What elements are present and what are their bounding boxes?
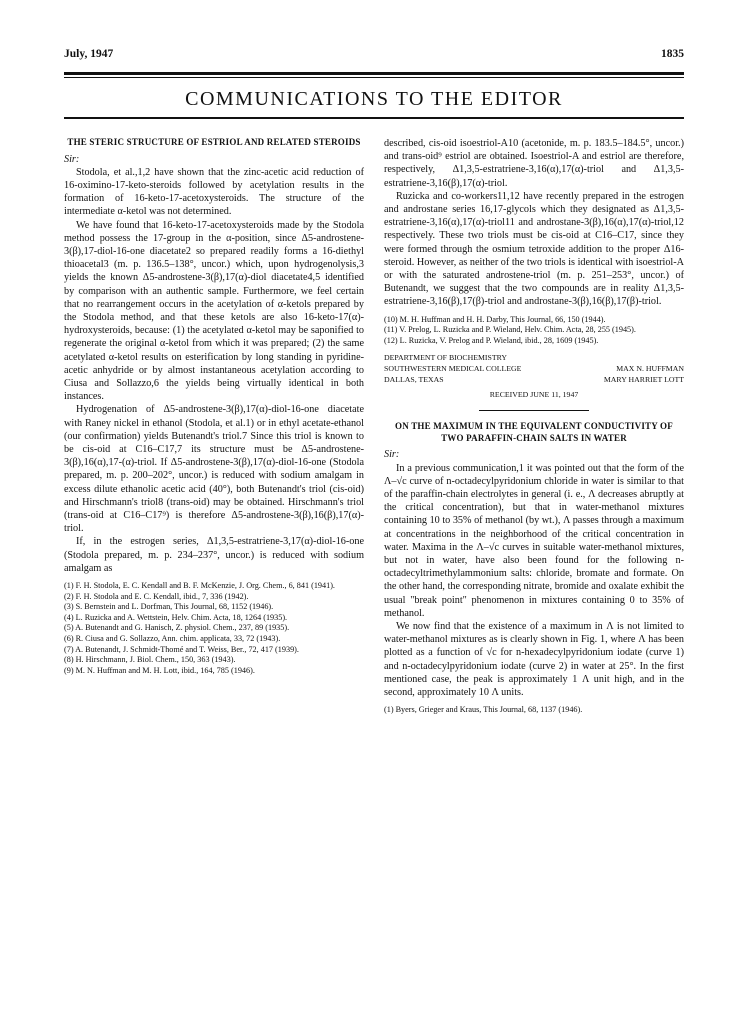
signature-city: DALLAS, TEXAS <box>384 375 444 385</box>
article1-paragraph: Hydrogenation of Δ5-androstene-3(β),17(α)-diol-16-one diacetate with Raney nickel in ethanol (Stodola, et al.1) or in ethyl acetate-ethanol (our confirmation) yields Butenandt's triol.7 Since this triol is known to be cis-oid at C16–C17,7 its structure must be Δ5-androstene-3(β),16(α),17-(α)-triol. If Δ5-androstene-3(β),17(α)-diol-16-one (Stodola prepared, m. p. 200–202°, uncor.) is reduced with sodium amalgam in excess dilute ethanolic acetic acid (40°), both Butenandt's triol (cis-oid) and Hirschmann's triol8 (trans-oid) may be obtained. Hirschmann's triol (trans-oid at C16–C17⁹) is therefore Δ5-androstene-3(β),16(β),17(α)-triol. <box>64 404 364 535</box>
signature-row <box>384 374 684 385</box>
right-column <box>384 137 684 716</box>
banner-rule <box>64 117 684 119</box>
article1-salutation: Sir: <box>64 153 80 165</box>
left-column <box>64 137 364 716</box>
signature-department: DEPARTMENT OF BIOCHEMISTRY <box>384 353 508 363</box>
received-date: RECEIVED JUNE 11, 1947 <box>489 390 579 400</box>
article2-title: ON THE MAXIMUM IN THE EQUIVALENT CONDUCTIVITY OF TWO PARAFFIN-CHAIN SALTS IN WATER <box>395 421 673 443</box>
article1-continued-paragraph: Ruzicka and co-workers11,12 have recently prepared in the estrogen and androstane series 16,17-glycols which they designated as Δ1,3,5-estratriene-3,16(α),17(α)-triol11 and androstane-3(β),16(α),17(α)-triol,12 respectively. These two triols must be cis-oid at C16–C17, since they were formed through the osmium tetroxide addition to the proper Δ16-steroid. However, as neither of the two triols is identical with isoestriol-A or with the saturated androstene-triol (m. p. 251–253°, uncor.) of Butenandt, we suggest that the two compounds are in reality Δ1,3,5-estratriene-3,16(β),17(β)-triol and androstane-3(β),16(β),17(β)-triol. <box>384 190 684 308</box>
article1-references-continued <box>384 315 684 347</box>
reference: (2) F. H. Stodola and E. C. Kendall, ibid., 7, 336 (1942). <box>64 591 249 601</box>
signature-author: MARY HARRIET LOTT <box>603 375 684 385</box>
two-column-body <box>64 137 684 716</box>
reference: (3) S. Bernstein and L. Dorfman, This Journal, 68, 1152 (1946). <box>64 602 274 612</box>
reference: (11) V. Prelog, L. Ruzicka and P. Wieland, Helv. Chim. Acta, 28, 255 (1945). <box>384 325 636 335</box>
article1-paragraph: We have found that 16-keto-17-acetoxysteroids made by the Stodola method possess the 17-group in the α-position, since Δ5-androstene-3(β),17-diol-16-one diacetate2 so prepared readily forms a 16-diethyl thioacetal3 (m. p. 136.5–138°, uncor.) which, upon hydrogenolysis,3 yields the known Δ5-androstene-3(β),17(α)-diol diacetate4,5 identified by comparison with an authentic sample. Furthermore, we feel certain that no rearrangement occurs in the acetylation of α-ketols prepared by the Stodola method, and that these ketols are also 16-keto-17(α)-hydroxysteroids, because: (1) the acetylated α-ketol may be saponified to regenerate the original α-ketol from which it was prepared; (2) the same acetylated α-ketol results on esterification by long standing in pyridine-acetic anhydride or by almost instantaneous acetylation according to Ciusa and Sollazzo,6 the yields being virtually identical in both instances. <box>64 219 364 403</box>
article-separator <box>479 410 589 411</box>
signature-author: MAX N. HUFFMAN <box>616 364 684 374</box>
reference: (8) H. Hirschmann, J. Biol. Chem., 150, 363 (1943). <box>64 655 236 665</box>
header-rule-thin <box>64 77 684 78</box>
reference: (1) Byers, Grieger and Kraus, This Journal, 68, 1137 (1946). <box>384 705 583 715</box>
running-header <box>64 44 684 66</box>
article2-paragraph: In a previous communication,1 it was pointed out that the form of the Λ–√c curve of n-octadecylpyridonium chloride in water is similar to that of the paraffin-chain electrolytes in general (i. e., Λ decreases abruptly at the critical concentration), but that in water-methanol mixtures containing 10 to 35% of methanol (by wt.), Λ passes through a maximum at concentrations in the neighborhood of the critical concentration in water. Maxima in the Λ–√c curves in suitable water-methanol mixtures, but not in water, have also been found for the following n-octadecyltrimethylammonium salts: chloride, bromate and formate. On the other hand, the corresponding nitrate, bromide and oxalate exhibit the usual "break point" phenomenon in mixtures containing 0 to 35% of methanol. <box>384 462 684 619</box>
reference: (12) L. Ruzicka, V. Prelog and P. Wieland, ibid., 28, 1609 (1945). <box>384 335 599 345</box>
reference: (10) M. H. Huffman and H. H. Darby, This Journal, 66, 150 (1944). <box>384 314 606 324</box>
reference: (4) L. Ruzicka and A. Wettstein, Helv. Chim. Acta, 18, 1264 (1935). <box>64 612 288 622</box>
header-rule-thick <box>64 72 684 75</box>
article1-paragraph: Stodola, et al.,1,2 have shown that the zinc-acetic acid reduction of 16-oximino-17-keto-steroids followed by acetylation results in the formation of 16-keto-17-acetoxysteroids. The structure of the intermediate α-ketol was not determined. <box>64 166 364 218</box>
article1-continued-paragraph: described, cis-oid isoestriol-A10 (acetonide, m. p. 183.5–184.5°, uncor.) and trans-oid⁹ estriol are obtained. Isoestriol-A and estriol are therefore, respectively, Δ1,3,5-estratriene-3,16(α),17(α)-triol and Δ1,3,5-estratriene-3,16(β),17(α)-triol. <box>384 138 684 189</box>
reference: (6) R. Ciusa and G. Sollazzo, Ann. chim. applicata, 33, 72 (1943). <box>64 633 281 643</box>
signature-row <box>384 363 684 374</box>
article2-references <box>384 705 684 716</box>
article1-signature <box>384 352 684 400</box>
header-page-number: 1835 <box>661 48 684 60</box>
article2-paragraph: We now find that the existence of a maximum in Λ is not limited to water-methanol mixtures as is clearly shown in Fig. 1, where Λ has been plotted as a function of √c for n-hexadecylpyridonium iodate (curve 1) and n-octadecylpyridonium iodate (curve 2) in water at 25°. In the first mentioned case, the peak is approximately 1 Λ unit high, and in the second, approximately 10 Λ units. <box>384 621 684 699</box>
reference: (1) F. H. Stodola, E. C. Kendall and B. F. McKenzie, J. Org. Chem., 6, 841 (1941). <box>64 581 335 590</box>
article1-references <box>64 581 364 676</box>
reference: (7) A. Butenandt, J. Schmidt-Thomé and T. Weiss, Ber., 72, 417 (1939). <box>64 644 299 654</box>
reference: (5) A. Butenandt and G. Hanisch, Z. physiol. Chem., 237, 89 (1935). <box>64 623 290 633</box>
reference: (9) M. N. Huffman and M. H. Lott, ibid., 164, 785 (1946). <box>64 665 255 675</box>
article1-title: THE STERIC STRUCTURE OF ESTRIOL AND RELATED STEROIDS <box>67 137 361 147</box>
journal-page <box>64 44 684 1004</box>
article1-paragraph: If, in the estrogen series, Δ1,3,5-estratriene-3,17(α)-diol-16-one (Stodola prepared, m. p. 234–237°, uncor.) is reduced with sodium amalgam as <box>64 536 364 574</box>
section-banner: COMMUNICATIONS TO THE EDITOR <box>185 88 563 110</box>
header-date: July, 1947 <box>64 48 114 60</box>
article2-salutation: Sir: <box>384 449 400 461</box>
signature-college: SOUTHWESTERN MEDICAL COLLEGE <box>384 364 522 374</box>
